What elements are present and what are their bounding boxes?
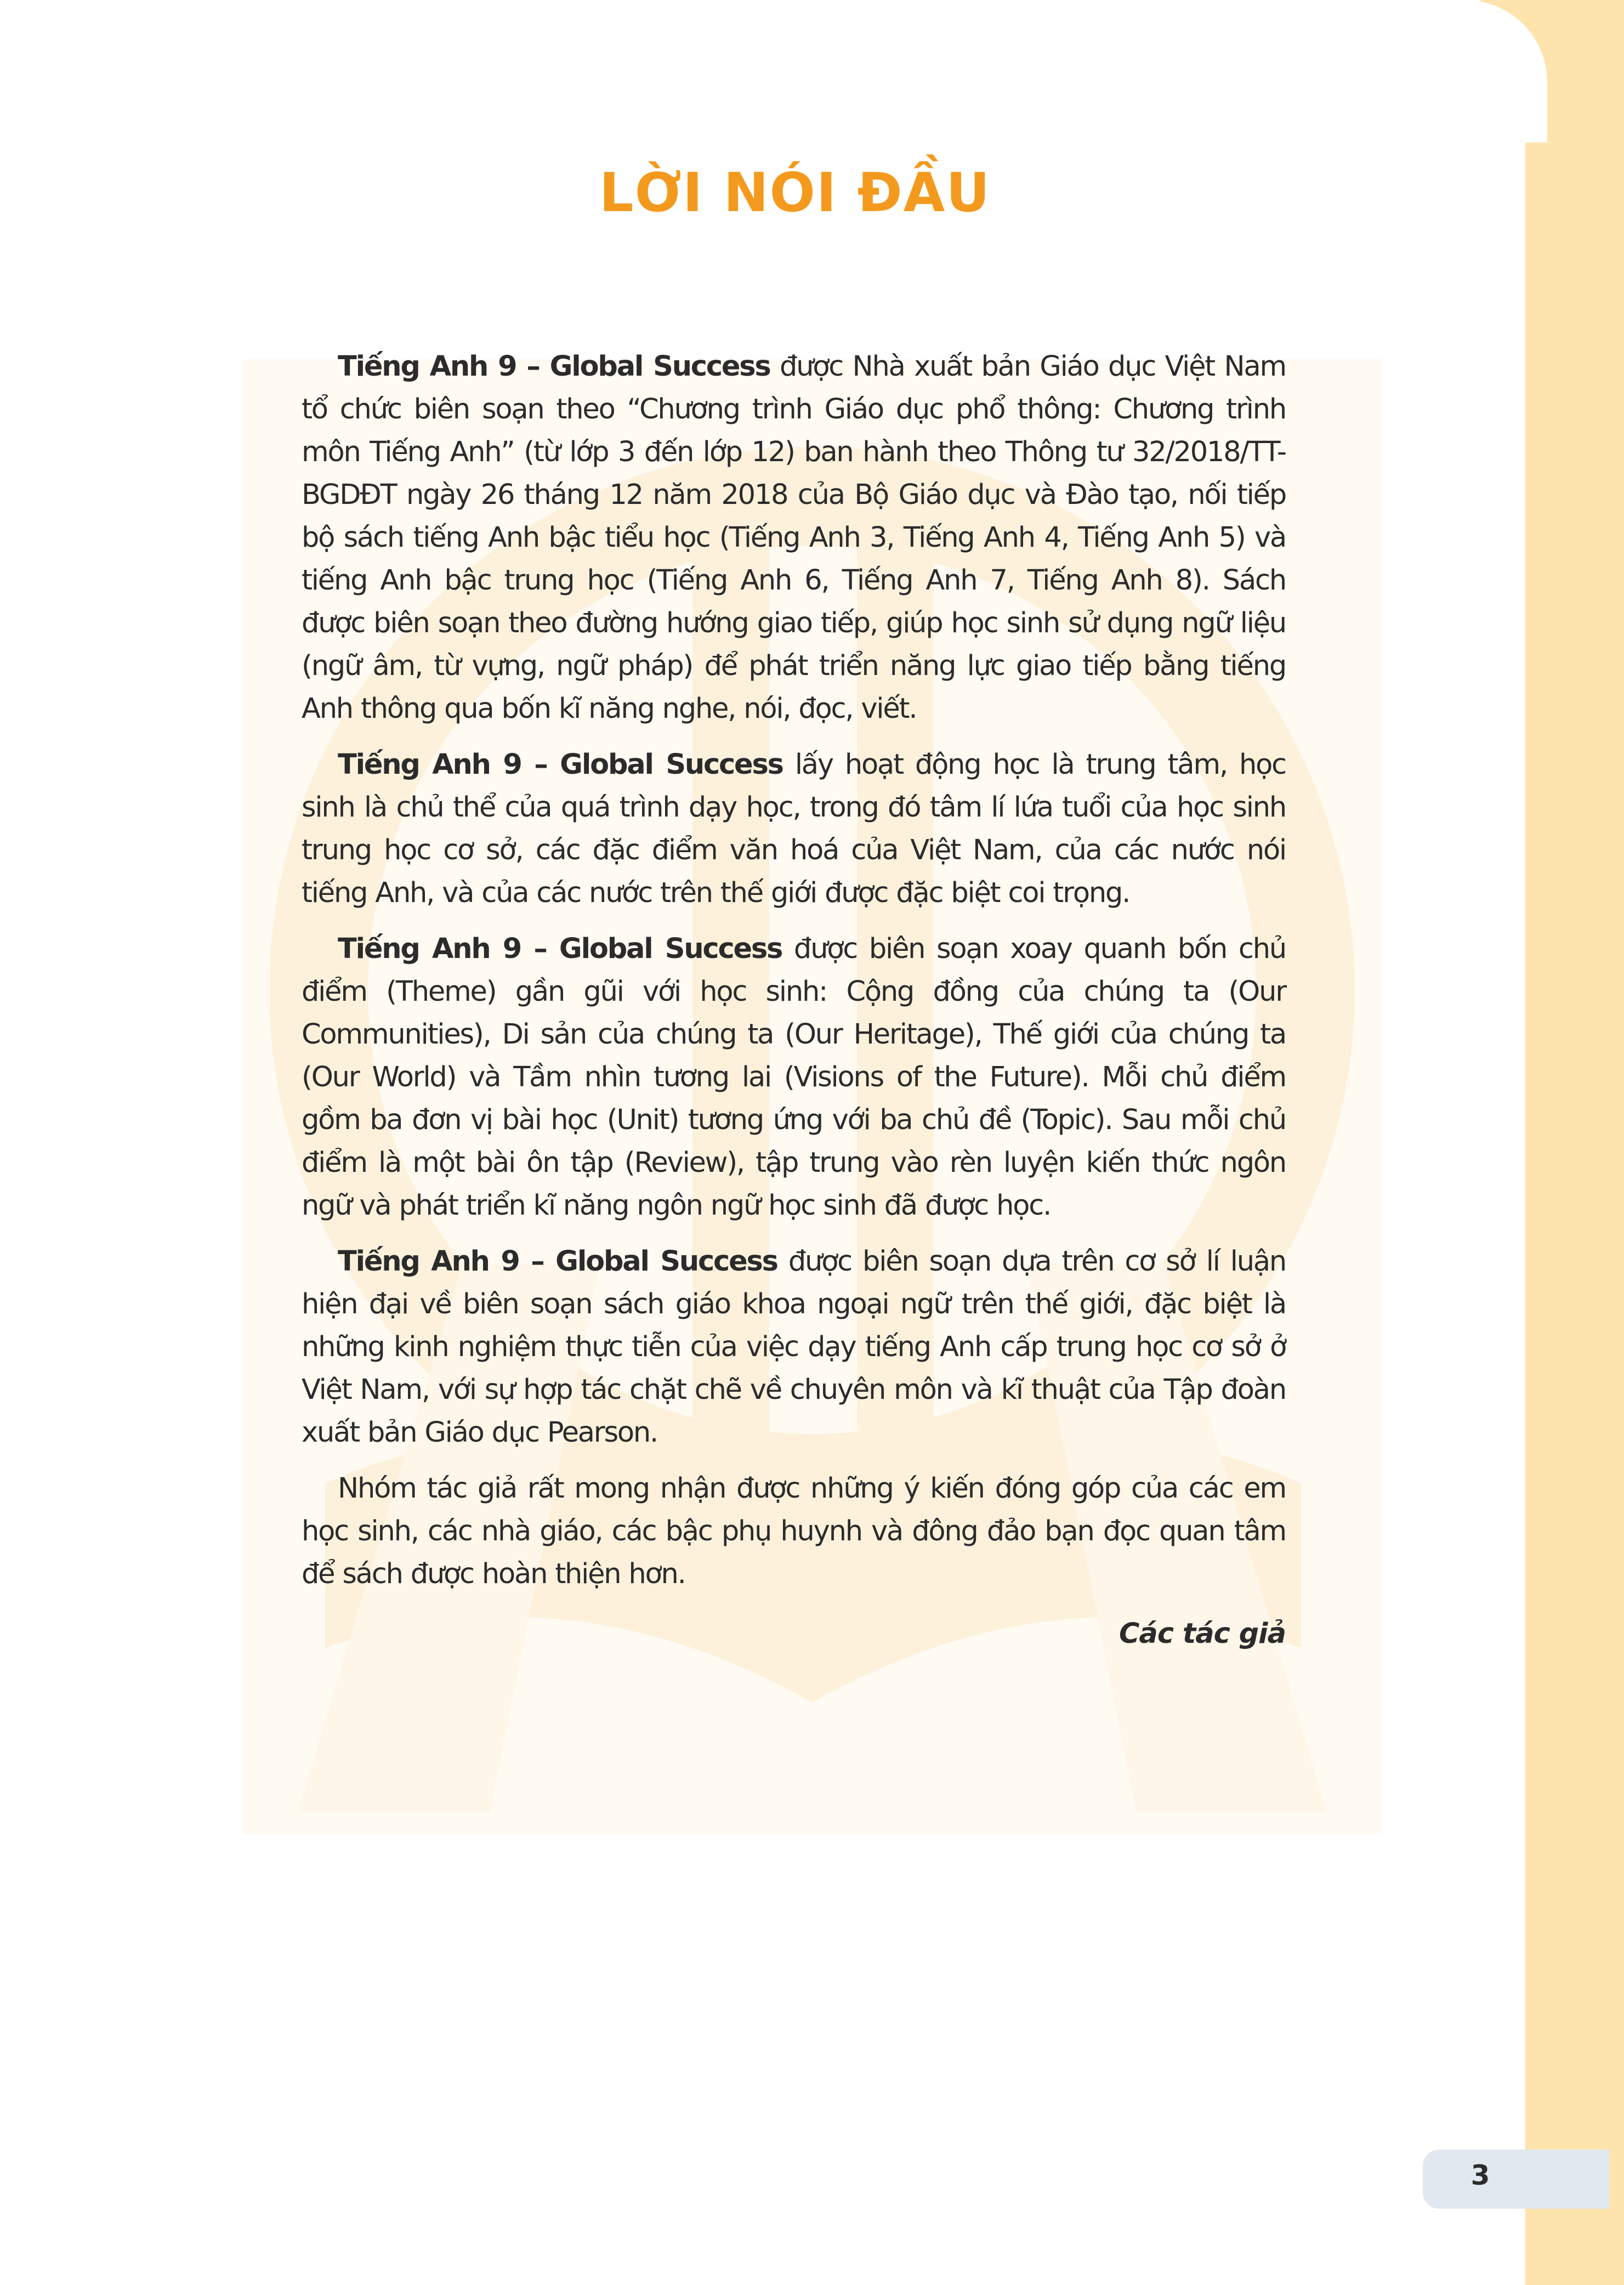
authors-signature: Các tác giả: [1118, 1618, 1286, 1650]
paragraph: [302, 1467, 1286, 1596]
book-title-lead: Tiếng Anh 9 – Global Success: [338, 933, 782, 965]
paragraph: [302, 744, 1286, 915]
paragraph-text: lấy hoạt động học là trung tâm, học sinh là chủ thể của quá trình dạy học, trong đó tâm lí lứa tuổi của học sinh trung học cơ sở, các đặc điểm văn hoá của Việt Nam, của các nước nói tiếng Anh, và của các nước trên thế giới được đặc biệt coi trọng.: [302, 749, 1286, 909]
paragraph-text: được biên soạn xoay quanh bốn chủ điểm (Theme) gần gũi với học sinh: Cộng đồng của chúng ta (Our Communities), Di sản của chúng ta (Our Heritage), Thế giới của chúng ta (Our World) và Tầm nhìn tương lai (Visions of the Future). Mỗi chủ điểm gồm ba đơn vị bài học (Unit) tương ứng với ba chủ đề (Topic). Sau mỗi chủ điểm là một bài ôn tập (Review), tập trung vào rèn luyện kiến thức ngôn ngữ và phát triển kĩ năng ngôn ngữ học sinh đã được học.: [302, 933, 1286, 1222]
book-title-lead: Tiếng Anh 9 – Global Success: [338, 350, 770, 383]
paragraph-text: Nhóm tác giả rất mong nhận được những ý kiến đóng góp của các em học sinh, các nhà giáo, các bậc phụ huynh và đông đảo bạn đọc quan tâm để sách được hoàn thiện hơn.: [302, 1472, 1286, 1590]
book-title-lead: Tiếng Anh 9 – Global Success: [338, 1245, 777, 1278]
book-title-lead: Tiếng Anh 9 – Global Success: [338, 749, 783, 781]
paragraph: [302, 345, 1286, 730]
page-number: 3: [1470, 2159, 1490, 2191]
page-title: LỜI NÓI ĐẦU: [599, 162, 991, 224]
page-number-tab: [1423, 2150, 1609, 2209]
preface-body: [302, 345, 1286, 1609]
paragraph-text: được Nhà xuất bản Giáo dục Việt Nam tổ chức biên soạn theo “Chương trình Giáo dục phổ thông: Chương trình môn Tiếng Anh” (từ lớp 3 đến lớp 12) ban hành theo Thông tư 32/2018/TT-BGDĐT ngày 26 tháng 12 năm 2018 của Bộ Giáo dục và Đào tạo, nối tiếp bộ sách tiếng Anh bậc tiểu học (Tiếng Anh 3, Tiếng Anh 4, Tiếng Anh 5) và tiếng Anh bậc trung học (Tiếng Anh 6, Tiếng Anh 7, Tiếng Anh 8). Sách được biên soạn theo đường hướng giao tiếp, giúp học sinh sử dụng ngữ liệu (ngữ âm, từ vựng, ngữ pháp) để phát triển năng lực giao tiếp bằng tiếng Anh thông qua bốn kĩ năng nghe, nói, đọc, viết.: [302, 350, 1286, 725]
paragraph: [302, 1240, 1286, 1454]
side-color-band: [1525, 0, 1624, 2285]
paragraph: [302, 928, 1286, 1227]
paragraph-text: được biên soạn dựa trên cơ sở lí luận hiện đại về biên soạn sách giáo khoa ngoại ngữ trên thế giới, đặc biệt là những kinh nghiệm thực tiễn của việc dạy tiếng Anh cấp trung học cơ sở ở Việt Nam, với sự hợp tác chặt chẽ về chuyên môn và kĩ thuật của Tập đoàn xuất bản Giáo dục Pearson.: [302, 1245, 1286, 1449]
